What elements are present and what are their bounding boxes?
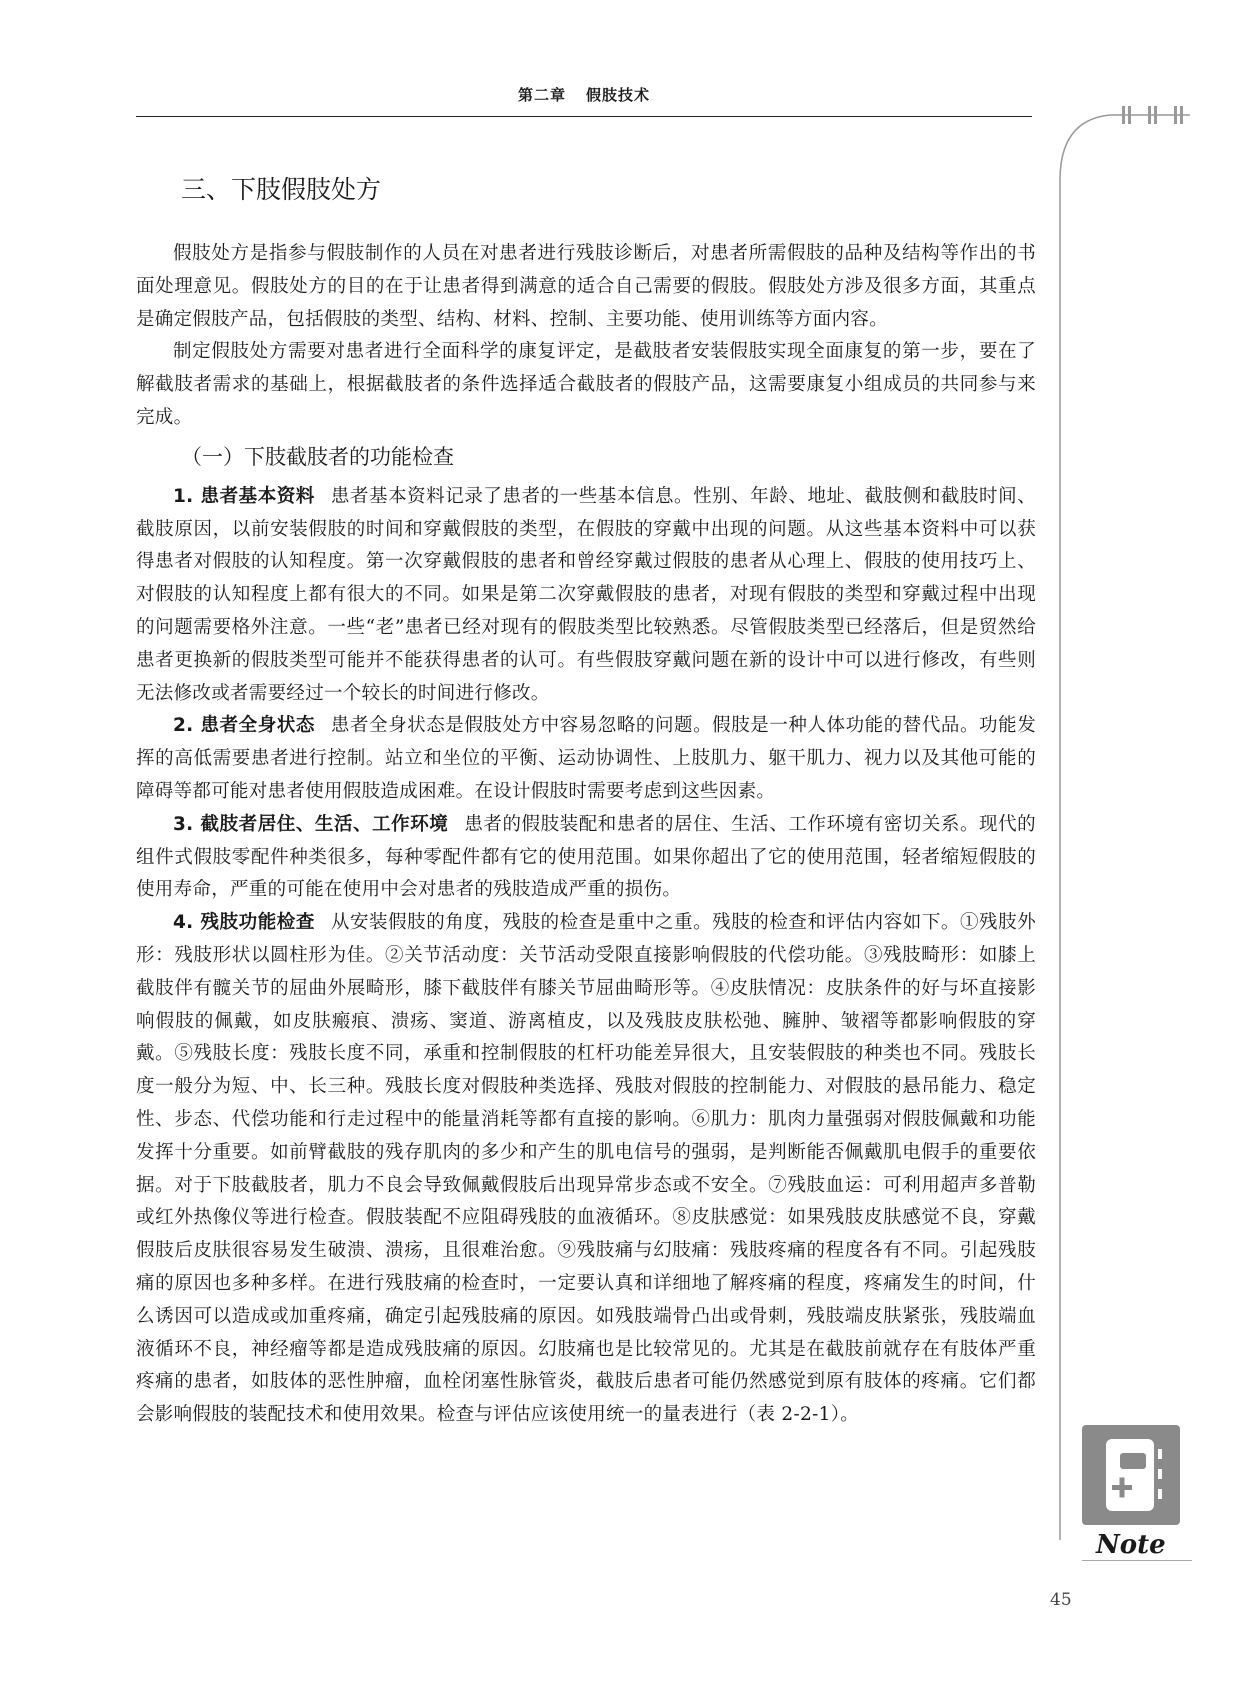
item-paragraph <box>136 809 1036 907</box>
chapter-title: 假肢技术 <box>586 86 651 104</box>
note-label: Note <box>1096 1530 1166 1560</box>
item-text: 患者全身状态是假肢处方中容易忽略的问题。假肢是一种人体功能的替代品。功能发挥的高低需要患者进行控制。站立和坐位的平衡、运动协调性、上肢肌力、躯干肌力、视力以及其他可能的障碍等都可能对患者使用假肢造成困难。在设计假肢时需要考虑到这些因素。 <box>136 715 1036 802</box>
binding-ring-icon <box>1050 100 1200 1600</box>
item-text: 从安装假肢的角度，残肢的检查是重中之重。残肢的检查和评估内容如下。①残肢外形：残肢形状以圆柱形为佳。②关节活动度：关节活动受限直接影响假肢的代偿功能。③残肢畸形：如膝上截肢伴有髋关节的屈曲外展畸形，膝下截肢伴有膝关节屈曲畸形等。④皮肤情况：皮肤条件的好与坏直接影响假肢的佩戴，如皮肤瘢痕、溃疡、窦道、游离植皮，以及残肢皮肤松弛、臃肿、皱褶等都影响假肢的穿戴。⑤残肢长度：残肢长度不同，承重和控制假肢的杠杆功能差异很大，且安装假肢的种类也不同。残肢长度一般分为短、中、长三种。残肢长度对假肢种类选择、残肢对假肢的控制能力、对假肢的悬吊能力、稳定性、步态、代偿功能和行走过程中的能量消耗等都有直接的影响。⑥肌力：肌肉力量强弱对假肢佩戴和功能发挥十分重要。如前臂截肢的残存肌肉的多少和产生的肌电信号的强弱，是判断能否佩戴肌电假手的重要依据。对于下肢截肢者，肌力不良会导致佩戴假肢后出现异常步态或不安全。⑦残肢血运：可利用超声多普勒或红外热像仪等进行检查。假肢装配不应阻碍残肢的血液循环。⑧皮肤感觉：如果残肢皮肤感觉不良，穿戴假肢后皮肤很容易发生破溃、溃疡，且很难治愈。⑨残肢痛与幻肢痛：残肢疼痛的程度各有不同。引起残肢痛的原因也多种多样。在进行残肢痛的检查时，一定要认真和详细地了解疼痛的程度，疼痛发生的时间，什么诱因可以造成或加重疼痛，确定引起残肢痛的原因。如残肢端骨凸出或骨刺，残肢端皮肤紧张，残肢端血液循环不良，神经瘤等都是造成残肢痛的原因。幻肢痛也是比较常见的。尤其是在截肢前就存在有肢体严重疼痛的患者，如肢体的恶性肿瘤，血栓闭塞性脉管炎，截肢后患者可能仍然感觉到原有肢体的疼痛。它们都会影响假肢的装配技术和使用效果。检查与评估应该使用统一的量表进行（表 2-2-1）。 <box>136 912 1036 1426</box>
intro-paragraph: 假肢处方是指参与假肢制作的人员在对患者进行残肢诊断后，对患者所需假肢的品种及结构等作出的书面处理意见。假肢处方的目的在于让患者得到满意的适合自己需要的假肢。假肢处方涉及很多方面，其重点是确定假肢产品，包括假肢的类型、结构、材料、控制、主要功能、使用训练等方面内容。 <box>136 243 1036 330</box>
item-paragraph <box>136 710 1036 808</box>
item-title: 4. 残肢功能检查 <box>173 912 315 934</box>
intro-paragraph: 制定假肢处方需要对患者进行全面科学的康复评定，是截肢者安装假肢实现全面康复的第一步，要在了解截肢者需求的基础上，根据截肢者的条件选择适合截肢者的假肢产品，这需要康复小组成员的共同参与来完成。 <box>136 341 1036 428</box>
item-text: 患者的假肢装配和患者的居住、生活、工作环境有密切关系。现代的组件式假肢零配件种类很多，每种零配件都有它的使用范围。如果你超出了它的使用范围，轻者缩短假肢的使用寿命，严重的可能在使用中会对患者的残肢造成严重的损伤。 <box>136 813 1036 901</box>
item-paragraph <box>136 907 1036 1432</box>
item-paragraph <box>136 481 1036 711</box>
item-title: 1. 患者基本资料 <box>173 485 315 507</box>
section-title: 三、下肢假肢处方 <box>181 175 382 204</box>
subsection-title: （一）下肢截肢者的功能检查 <box>181 444 454 469</box>
page-body <box>136 170 1036 1432</box>
running-header <box>136 84 1032 105</box>
item-text: 患者基本资料记录了患者的一些基本信息。性别、年龄、地址、截肢侧和截肢时间、截肢原因，以前安装假肢的时间和穿戴假肢的类型，在假肢的穿戴中出现的问题。从这些基本资料中可以获得患者对假肢的认知程度。第一次穿戴假肢的患者和曾经穿戴过假肢的患者从心理上、假肢的使用技巧上、对假肢的认知程度上都有很大的不同。如果是第二次穿戴假肢的患者，对现有假肢的类型和穿戴过程中出现的问题需要格外注意。一些“老”患者已经对现有的假肢类型比较熟悉。尽管假肢类型已经落后，但是贸然给患者更换新的假肢类型可能并不能获得患者的认可。有些假肢穿戴问题在新的设计中可以进行修改，有些则无法修改或者需要经过一个较长的时间进行修改。 <box>136 485 1036 704</box>
item-title: 2. 患者全身状态 <box>173 715 315 737</box>
header-rule <box>136 116 1032 117</box>
medical-note-icon <box>1082 1425 1180 1525</box>
page-number: 45 <box>1050 1590 1072 1610</box>
item-title: 3. 截肢者居住、生活、工作环境 <box>173 813 449 835</box>
chapter-number: 第二章 <box>517 86 566 104</box>
note-rule <box>1082 1560 1192 1561</box>
